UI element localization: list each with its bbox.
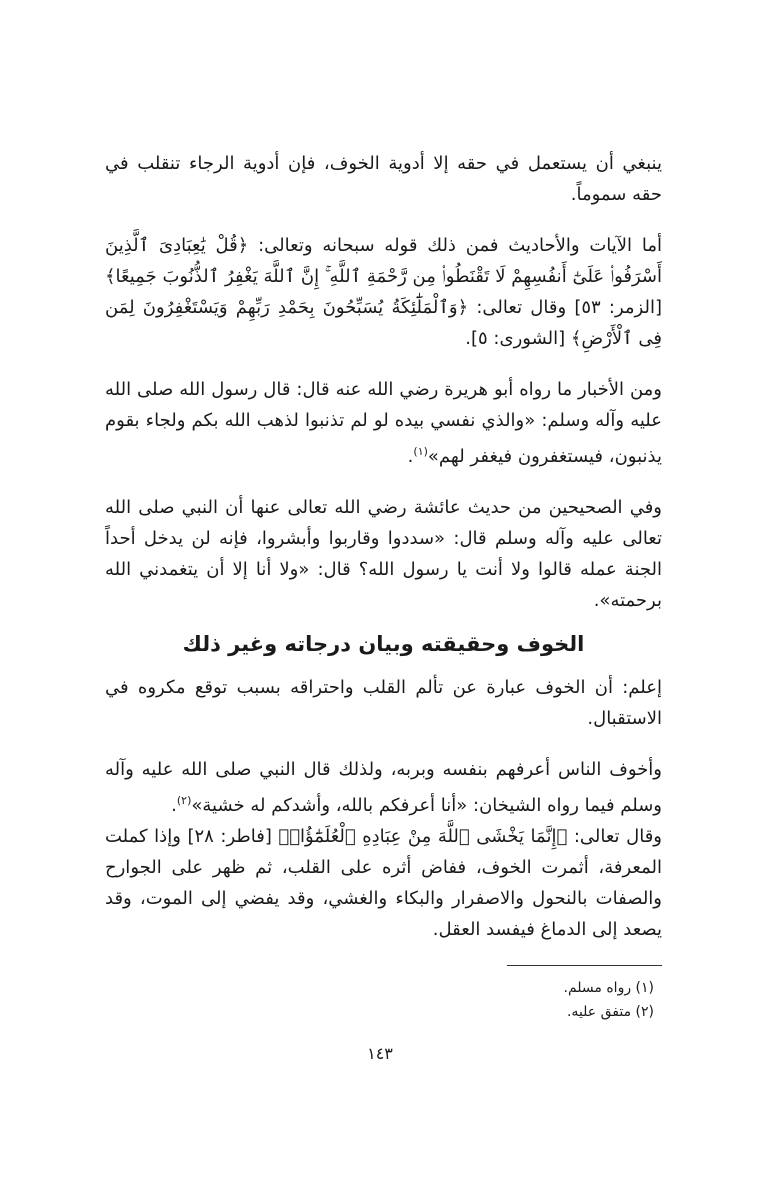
- footnote-1: (١) رواه مسلم.: [563, 980, 654, 996]
- paragraph-3-end: .: [407, 446, 414, 467]
- page-body: [105, 148, 662, 1024]
- footnote-ref-1: (١): [413, 445, 428, 458]
- paragraph-1: ينبغي أن يستعمل في حقه إلا أدوية الخوف، فإن أدوية الرجاء تنقلب في حقه سموماً.: [105, 153, 662, 205]
- paragraph-6-text: وأخوف الناس أعرفهم بنفسه وبربه، ولذلك قال النبي صلى الله عليه وآله وسلم فيما رواه الشيخان: «أنا أعرفكم بالله، وأشدكم له خشية»: [105, 759, 662, 816]
- paragraph-4: وفي الصحيحين من حديث عائشة رضي الله تعالى عنها أن النبي صلى الله تعالى عليه وآله وسلم قال: «سددوا وقاربوا وأبشروا، فإنه لن يدخل أحداً الجنة عمله قالوا ولا أنت يا رسول الله؟ قال: «ولا أنا إلا أن يتغمدني الله برحمته».: [105, 497, 662, 611]
- paragraph-6-end: .: [171, 795, 177, 816]
- paragraph-7: وقال تعالى: ﴿إِنَّمَا يَخْشَى ٱللَّهَ مِنْ عِبَادِهِ ٱلْعُلَمَٰٓؤُا۟﴾ [فاطر: ٢٨] وإذا كملت المعرفة، أثمرت الخوف، ففاض أثره على القلب، ثم ظهر على الجوارح والصفات بالنحول والاصفرار والبكاء والغشي، وقد يفضي إلى الموت، وقد يصعد إلى الدماغ فيفسد العقل.: [105, 826, 662, 940]
- paragraph-2: أما الآيات والأحاديث فمن ذلك قوله سبحانه وتعالى: ﴿قُلْ يَٰعِبَادِىَ ٱلَّذِينَ أَسْرَفُوا۟ عَلَىٰٓ أَنفُسِهِمْ لَا تَقْنَطُوا۟ مِن رَّحْمَةِ ٱللَّهِ ۚ إِنَّ ٱللَّهَ يَغْفِرُ ٱلذُّنُوبَ جَمِيعًا﴾ [الزمر: ٥٣] وقال تعالى: ﴿وَٱلْمَلَٰٓئِكَةُ يُسَبِّحُونَ بِحَمْدِ رَبِّهِمْ وَيَسْتَغْفِرُونَ لِمَن فِى ٱلْأَرْضِ﴾ [الشورى: ٥].: [105, 235, 662, 349]
- footnote-2: (٢) متفق عليه.: [566, 1004, 654, 1020]
- paragraph-5: إعلم: أن الخوف عبارة عن تألم القلب واحتراقه بسبب توقع مكروه في الاستقبال.: [105, 677, 662, 729]
- paragraph-3-text: ومن الأخبار ما رواه أبو هريرة رضي الله عنه قال: قال رسول الله صلى الله عليه وآله وسلم: «والذي نفسي بيده لو لم تذنبوا لذهب الله بكم ولجاء بقوم يذنبون، فيستغفرون فيغفر لهم»: [105, 379, 662, 467]
- paragraph-6: [105, 754, 662, 821]
- footnote-separator: [507, 965, 662, 966]
- footnote-ref-2: (٢): [176, 794, 192, 807]
- paragraph-3: [105, 374, 662, 472]
- page-number: ١٤٣: [367, 1044, 393, 1063]
- section-heading: الخوف وحقيقته وبيان درجاته وغير ذلك: [182, 632, 585, 656]
